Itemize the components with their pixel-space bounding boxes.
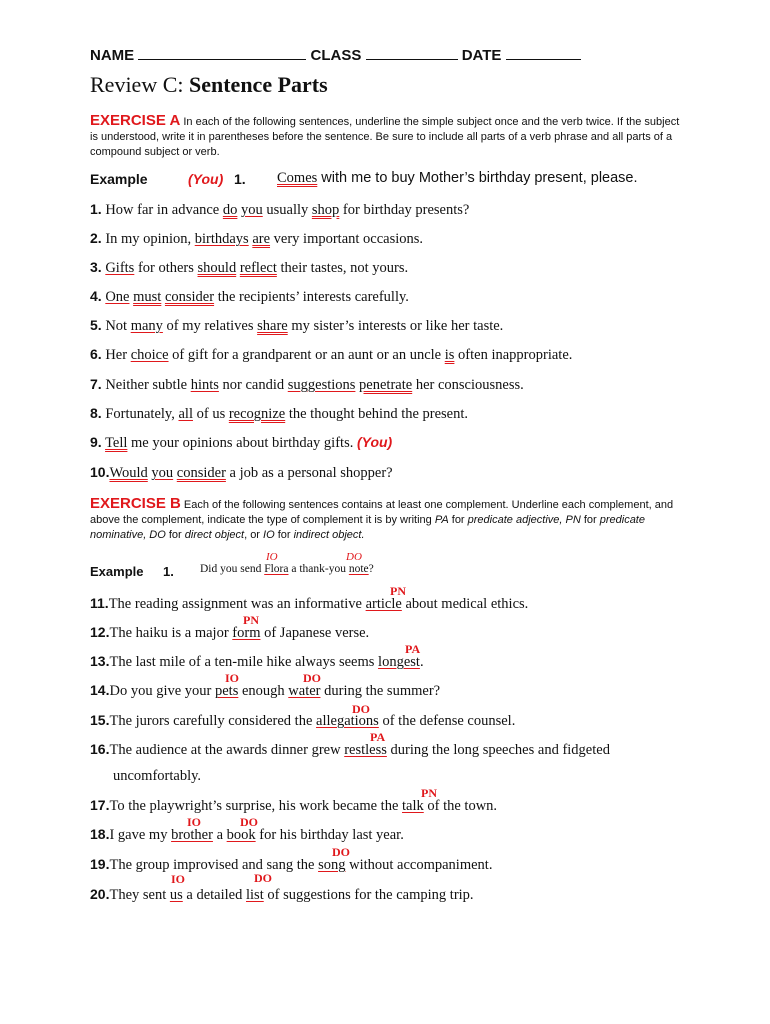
label-pa: PA [370,730,386,744]
date-blank[interactable] [506,46,581,60]
answer-you: (You) [356,434,393,450]
list-item: 20.They sent us a detailed list of suggestions for the camping trip. [90,886,474,903]
label-do: DO [240,815,258,829]
label-do: DO [346,551,362,563]
list-item: 4. One must consider the recipients’ interests carefully. [90,288,409,305]
list-item: 8. Fortunately, all of us recognize the thought behind the present. [90,405,469,422]
label-io: IO [266,551,278,563]
list-item: 9. Tell me your opinions about birthday gifts. (You) [90,434,393,451]
label-pn: PN [421,786,437,800]
label-io: IO [171,872,186,886]
example-sentence: Comes with me to buy Mother’s birthday present, please. [277,170,638,186]
label-do: DO [352,702,370,716]
class-blank[interactable] [366,46,458,60]
exercise-b-instructions: EXERCISE B Each of the following sentences contains at least one complement. Underline each complement, and above the complement, indicate the type of complement it is by writing PA for predicate adjective, PN for predicate nominative, DO for direct object, or IO for indirect object. [90,495,674,541]
list-item: 15.The jurors carefully considered the allegations of the defense counsel. [90,712,516,729]
list-item: 2. In my opinion, birthdays are very important occasions. [90,230,424,247]
exercise-a-example: Example [90,171,148,187]
list-item: 1. How far in advance do you usually shop for birthday presents? [90,201,470,218]
list-item: 18.I gave my brother a book for his birthday last year. [90,826,404,843]
student-info-header [90,46,581,64]
list-item-continuation: uncomfortably. [113,768,202,784]
name-label: NAME [90,47,135,64]
label-do: DO [254,871,272,885]
label-pn: PN [243,613,259,627]
list-item: 7. Neither subtle hints nor candid suggestions penetrate her consciousness. [90,376,524,393]
exercise-b-example-label: Example [90,564,144,579]
list-item: 5. Not many of my relatives share my sister’s interests or like her taste. [90,317,504,334]
label-pa: PA [405,642,421,656]
page-title: Review C: Sentence Parts [90,72,328,97]
exercise-b-heading: EXERCISE B [90,495,181,512]
list-item: 11.The reading assignment was an informative article about medical ethics. [90,595,529,612]
list-item: 19.The group improvised and sang the song without accompaniment. [90,856,493,873]
list-item: 17.To the playwright’s surprise, his work became the talk of the town. [90,797,498,814]
label-pn: PN [390,584,406,598]
list-item: 12.The haiku is a major form of Japanese verse. [90,624,370,641]
example-answer: (You) [188,171,224,187]
label-io: IO [225,671,240,685]
class-label: CLASS [310,47,362,64]
label-do: DO [303,671,321,685]
date-label: DATE [461,47,502,64]
example-number: 1. [234,171,246,187]
list-item: 16.The audience at the awards dinner grew restless during the long speeches and fidgeted [90,741,610,758]
exercise-a-heading: EXERCISE A [90,112,181,129]
list-item: 3. Gifts for others should reflect their tastes, not yours. [90,259,409,276]
list-item: 13.The last mile of a ten-mile hike always seems longest. [90,653,424,670]
exercise-a-instructions: EXERCISE A In each of the following sentences, underline the simple subject once and the verb twice. If the subject is understood, write it in parentheses before the sentence. Be sure to include all parts of a verb phrase and all parts of a compound subject or verb. [90,112,680,158]
name-blank[interactable] [138,46,306,60]
list-item: 6. Her choice of gift for a grandparent or an aunt or an uncle is often inappropriate. [90,346,573,363]
label-do: DO [332,845,350,859]
list-item: 14.Do you give your pets enough water during the summer? [90,682,441,699]
exercise-b-example-sentence: Did you send Flora a thank-you note? [200,563,374,575]
exercise-b-example-number: 1. [163,564,174,579]
label-io: IO [187,815,202,829]
list-item: 10.Would you consider a job as a personal shopper? [90,464,393,481]
